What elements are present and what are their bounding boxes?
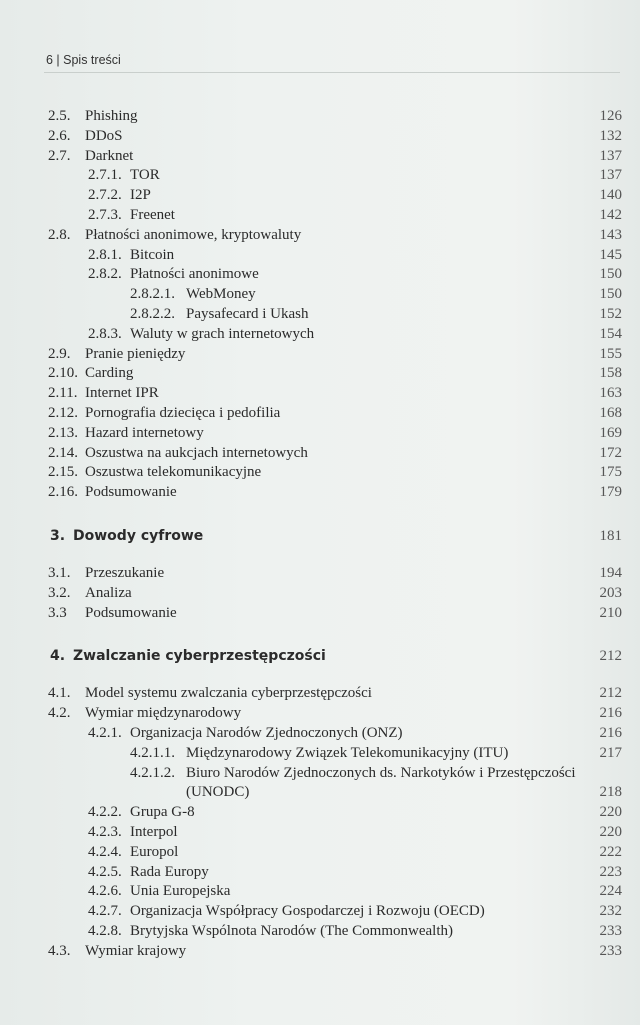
page-number: 150 — [599, 266, 622, 283]
toc-entry[interactable] — [0, 764, 640, 804]
toc-entry[interactable] — [0, 364, 640, 384]
entry-title — [85, 604, 177, 624]
entry-title-line: Oszustwa telekomunikacyjne — [85, 464, 262, 481]
entry-number: 2.8.2. — [88, 266, 122, 283]
entry-title — [85, 684, 372, 704]
toc-entry[interactable] — [0, 584, 640, 604]
entry-number: 4.2.1. — [88, 724, 122, 741]
entry-title — [130, 843, 178, 863]
running-header: 6 | Spis treści — [46, 53, 121, 67]
entry-number: 4.3. — [48, 942, 71, 959]
page-number: 216 — [599, 705, 622, 722]
toc-entry[interactable] — [0, 942, 640, 962]
entry-number: 4.1. — [48, 685, 71, 702]
entry-title — [186, 305, 308, 325]
entry-title — [85, 704, 241, 724]
entry-number: 4.2.1.1. — [130, 744, 175, 761]
entry-number: 3.3 — [48, 604, 67, 621]
entry-number: 4.2.6. — [88, 883, 122, 900]
page-number: 233 — [599, 942, 622, 959]
page-number: 220 — [599, 804, 622, 821]
entry-title-line: Organizacja Narodów Zjednoczonych (ONZ) — [130, 724, 403, 741]
entry-title-line: Internet IPR — [85, 385, 159, 402]
entry-title — [130, 186, 151, 206]
page-number: 168 — [599, 404, 622, 421]
page-number: 137 — [599, 167, 622, 184]
entry-title-line: Paysafecard i Ukash — [186, 305, 309, 322]
page-number: 179 — [599, 484, 622, 501]
entry-title-line: Płatności anonimowe — [130, 266, 259, 283]
entry-title — [186, 744, 508, 764]
entry-title-line: Freenet — [130, 206, 175, 223]
page-number: 212 — [599, 648, 622, 665]
entry-title — [130, 882, 230, 902]
entry-number: 3.1. — [48, 564, 71, 581]
toc-entry[interactable] — [0, 843, 640, 863]
entry-number: 2.14. — [48, 444, 78, 461]
entry-title — [85, 564, 164, 584]
entry-title — [186, 285, 256, 305]
entry-title — [85, 424, 204, 444]
toc-entry[interactable] — [0, 902, 640, 922]
entry-number: 4.2.2. — [88, 804, 122, 821]
entry-number: 2.8. — [48, 226, 71, 243]
entry-title-line: Model systemu zwalczania cyberprzestępczości — [85, 685, 372, 702]
chapter-number: 4. — [50, 648, 66, 665]
entry-number: 2.10. — [48, 365, 78, 382]
entry-title — [130, 206, 175, 226]
page-number: 132 — [599, 127, 622, 144]
page-number: 224 — [599, 883, 622, 900]
entry-title-line: Phishing — [85, 108, 138, 124]
entry-title-line: WebMoney — [186, 286, 256, 303]
entry-title — [130, 863, 209, 883]
entry-number: 2.12. — [48, 404, 78, 421]
page-number: 143 — [599, 226, 622, 243]
entry-title — [85, 147, 133, 167]
toc-entry[interactable] — [0, 444, 640, 464]
entry-number: 4.2.3. — [88, 823, 122, 840]
entry-number: 4.2.5. — [88, 863, 122, 880]
entry-number: 2.15. — [48, 464, 78, 481]
toc-entry[interactable] — [0, 404, 640, 424]
entry-number: 4.2. — [48, 705, 71, 722]
toc-entry[interactable] — [0, 206, 640, 226]
entry-title — [186, 764, 575, 804]
entry-title — [85, 127, 123, 147]
page-number: 232 — [599, 903, 622, 920]
entry-title-line: I2P — [130, 187, 151, 204]
chapter-heading[interactable] — [0, 525, 640, 547]
entry-title — [130, 823, 177, 843]
entry-title-line: Unia Europejska — [130, 883, 231, 900]
toc-entry[interactable] — [0, 564, 640, 584]
page-number: 126 — [599, 108, 622, 124]
toc-entry[interactable] — [0, 724, 640, 744]
entry-title — [130, 902, 485, 922]
chapter-heading[interactable] — [0, 645, 640, 667]
page-number: 223 — [599, 863, 622, 880]
toc-entry[interactable] — [0, 882, 640, 902]
page-number: 163 — [599, 385, 622, 402]
page-number: 169 — [599, 424, 622, 441]
entry-title-line: DDoS — [85, 127, 123, 144]
chapter-title: Dowody cyfrowe — [73, 527, 204, 544]
toc-entry[interactable] — [0, 863, 640, 883]
entry-title — [130, 922, 453, 942]
entry-number: 2.6. — [48, 127, 71, 144]
toc-entry[interactable] — [0, 186, 640, 206]
page-number: 181 — [599, 527, 622, 544]
chapter-number: 3. — [50, 527, 66, 544]
toc-entry[interactable] — [0, 803, 640, 823]
page-number: 152 — [599, 305, 622, 322]
toc-entry[interactable] — [0, 345, 640, 365]
page-number: 154 — [599, 325, 622, 342]
entry-number: 2.7.3. — [88, 206, 122, 223]
toc-entry[interactable] — [0, 424, 640, 444]
toc-entry[interactable] — [0, 166, 640, 186]
toc-entry[interactable] — [0, 285, 640, 305]
entry-title-line: Organizacja Współpracy Gospodarczej i Rozwoju (OECD) — [130, 903, 485, 920]
entry-title-line: Pornografia dziecięca i pedofilia — [85, 404, 281, 421]
entry-title-line: Płatności anonimowe, kryptowaluty — [85, 226, 302, 243]
toc-entry[interactable] — [0, 463, 640, 483]
entry-title — [85, 404, 280, 424]
toc-entry[interactable] — [0, 684, 640, 704]
entry-title — [85, 483, 177, 503]
page-number: 140 — [599, 187, 622, 204]
entry-title-line: Grupa G-8 — [130, 804, 195, 821]
toc-entry[interactable] — [0, 226, 640, 246]
toc-entry[interactable] — [0, 604, 640, 624]
page-number: 210 — [599, 604, 622, 621]
entry-title-line: Oszustwa na aukcjach internetowych — [85, 444, 308, 461]
page-number: 233 — [599, 922, 622, 939]
toc-entry[interactable] — [0, 823, 640, 843]
page-number: 155 — [599, 345, 622, 362]
page-number: 217 — [599, 744, 622, 761]
entry-title — [85, 345, 185, 365]
page-number: 158 — [599, 365, 622, 382]
toc-entry[interactable] — [0, 704, 640, 724]
entry-title-line: Darknet — [85, 147, 134, 164]
page-number: 142 — [599, 206, 622, 223]
entry-title-line: Analiza — [85, 584, 132, 601]
entry-title-line: Podsumowanie — [85, 484, 177, 501]
page-number: 150 — [599, 286, 622, 303]
entry-number: 4.2.4. — [88, 843, 122, 860]
toc-entry[interactable] — [0, 744, 640, 764]
entry-number: 2.7.1. — [88, 167, 122, 184]
toc-entry[interactable] — [0, 246, 640, 266]
entry-number: 2.11. — [48, 385, 78, 402]
toc-entry[interactable] — [0, 305, 640, 325]
entry-title-line: (UNODC) — [186, 784, 250, 801]
entry-title-line: Europol — [130, 843, 179, 860]
entry-title — [130, 803, 195, 823]
toc-entry[interactable] — [0, 147, 640, 167]
toc-entry[interactable] — [0, 107, 640, 127]
page-number: 222 — [599, 843, 622, 860]
entry-title — [85, 463, 261, 483]
entry-number: 2.5. — [48, 108, 71, 124]
page-number: 137 — [599, 147, 622, 164]
entry-title-line: Bitcoin — [130, 246, 175, 263]
entry-title — [130, 724, 403, 744]
entry-title-line: Carding — [85, 365, 134, 382]
page-number: 172 — [599, 444, 622, 461]
entry-title — [85, 364, 133, 384]
page-number: 194 — [599, 564, 622, 581]
entry-title — [85, 107, 138, 127]
entry-title — [130, 246, 174, 266]
entry-number: 4.2.7. — [88, 903, 122, 920]
entry-title-line: Rada Europy — [130, 863, 209, 880]
page-number: 175 — [599, 464, 622, 481]
toc-entry[interactable] — [0, 325, 640, 345]
toc-entry[interactable] — [0, 127, 640, 147]
entry-title — [85, 942, 186, 962]
entry-number: 2.8.2.1. — [130, 286, 175, 303]
header-rule — [44, 72, 620, 73]
entry-title-line: TOR — [130, 167, 160, 184]
entry-title-line: Przeszukanie — [85, 564, 165, 581]
entry-number: 2.8.1. — [88, 246, 122, 263]
entry-number: 4.2.1.2. — [130, 764, 175, 781]
entry-title-line: Wymiar międzynarodowy — [85, 705, 242, 722]
entry-number: 2.9. — [48, 345, 71, 362]
entry-title-line: Pranie pieniędzy — [85, 345, 186, 362]
entry-title — [85, 584, 132, 604]
entry-number: 2.8.2.2. — [130, 305, 175, 322]
page-number: 218 — [599, 784, 622, 801]
page-number: 216 — [599, 724, 622, 741]
entry-title-line: Brytyjska Wspólnota Narodów (The Commonwealth) — [130, 922, 453, 939]
entry-number: 2.16. — [48, 484, 78, 501]
toc-entry[interactable] — [0, 922, 640, 942]
page-number: 212 — [599, 685, 622, 702]
entry-number: 3.2. — [48, 584, 71, 601]
entry-title-line: Hazard internetowy — [85, 424, 204, 441]
entry-title — [130, 265, 259, 285]
page-number: 220 — [599, 823, 622, 840]
entry-number: 2.8.3. — [88, 325, 122, 342]
entry-title-line: Waluty w grach internetowych — [130, 325, 315, 342]
entry-title — [85, 444, 308, 464]
toc-entry[interactable] — [0, 483, 640, 503]
entry-title — [130, 166, 160, 186]
entry-title — [85, 226, 301, 246]
chapter-title: Zwalczanie cyberprzestępczości — [73, 648, 326, 665]
entry-title — [130, 325, 314, 345]
toc-entry[interactable] — [0, 265, 640, 285]
entry-number: 2.7.2. — [88, 187, 122, 204]
table-of-contents — [0, 107, 640, 961]
page-number: 145 — [599, 246, 622, 263]
entry-title-line: Interpol — [130, 823, 178, 840]
entry-number: 2.7. — [48, 147, 71, 164]
entry-title-line: Podsumowanie — [85, 604, 177, 621]
entry-number: 2.13. — [48, 424, 78, 441]
page-number: 203 — [599, 584, 622, 601]
toc-entry[interactable] — [0, 384, 640, 404]
entry-title-line: Biuro Narodów Zjednoczonych ds. Narkotyków i Przestępczości — [186, 764, 576, 781]
entry-title-line: Wymiar krajowy — [85, 942, 187, 959]
entry-title — [85, 384, 159, 404]
entry-title-line: Międzynarodowy Związek Telekomunikacyjny (ITU) — [186, 744, 509, 761]
entry-number: 4.2.8. — [88, 922, 122, 939]
